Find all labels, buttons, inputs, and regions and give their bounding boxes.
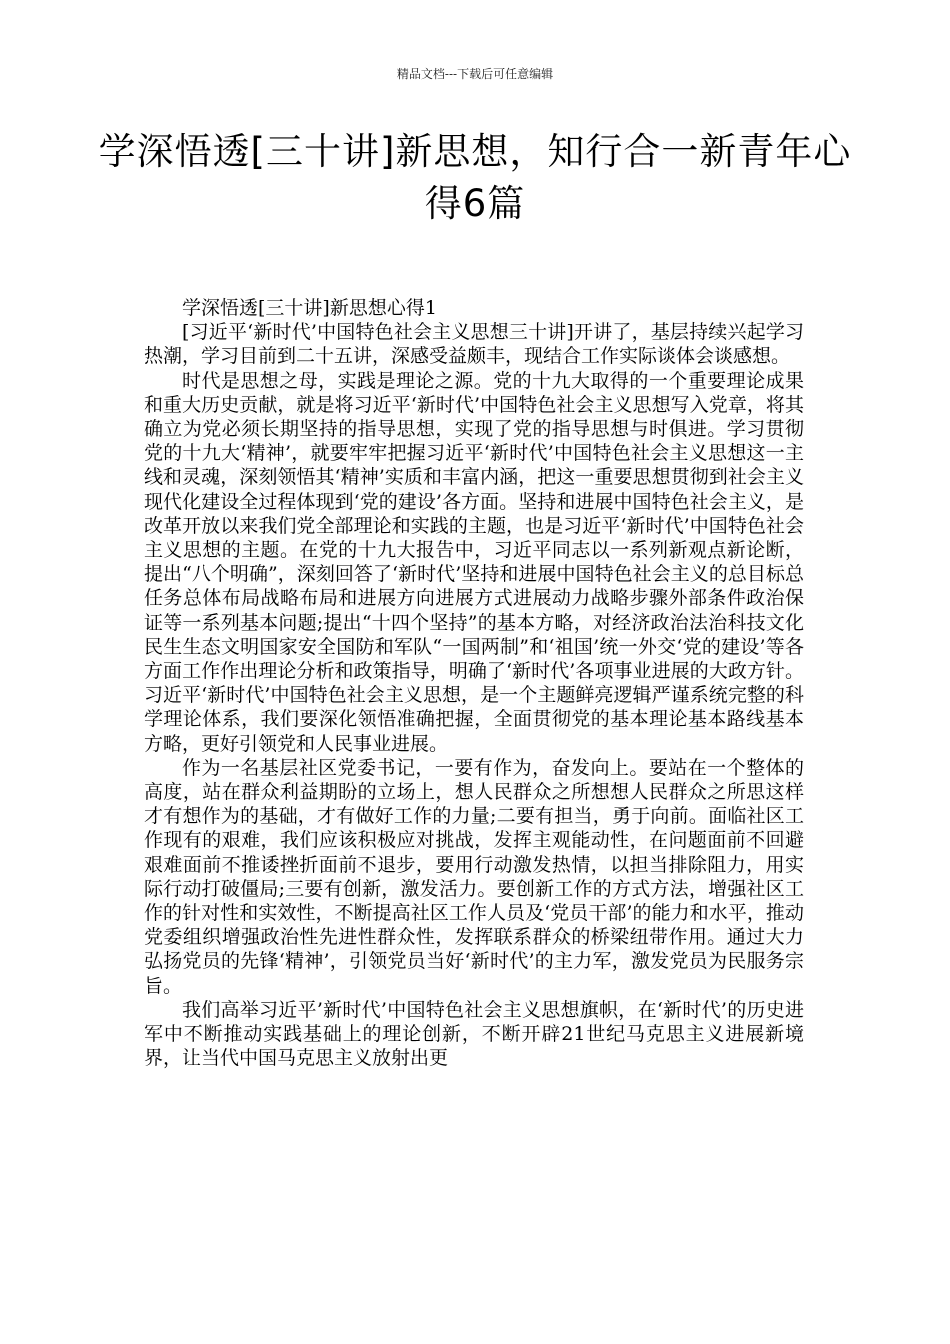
paragraph: 我们高举习近平’新时代’中国特色社会主义思想旗帜，在‘新时代’的历史进军中不断推动实践基础上的理论创新，不断开辟21世纪马克思主义进展新境界，让当代中国马克思主义放射出更: [144, 998, 804, 1070]
document-title: 学深悟透[三十讲]新思想，知行合一新青年心得6篇: [98, 130, 852, 225]
section-heading: 学深悟透[三十讲]新思想心得1: [182, 297, 437, 319]
paragraph: 作为一名基层社区党委书记，一要有作为，奋发向上。要站在一个整体的高度，站在群众利益期盼的立场上，想人民群众之所想想人民群众之所思这样才有想作为的基础，才有做好工作的力量;二要有担当，勇于向前。面临社区工作现有的艰难，我们应该积极应对挑战，发挥主观能动性，在问题面前不回避艰难面前不推诿挫折面前不退步，要用行动激发热情，以担当排除阻力，用实际行动打破僵局;三要有创新，激发活力。要创新工作的方式方法，增强社区工作的针对性和实效性，不断提高社区工作人员及‘党员干部’的能力和水平，推动党委组织增强政治性先进性群众性，发挥联系群众的桥梁纽带作用。通过大力弘扬党员的先锋‘精神’，引领党员当好‘新时代’的主力军，激发党员为民服务宗旨。: [144, 756, 804, 997]
page-header: 精品文档---下载后可任意编辑: [396, 67, 554, 81]
document-body: [144, 296, 804, 1071]
paragraph: 时代是思想之母，实践是理论之源。党的十九大取得的一个重要理论成果和重大历史贡献，就是将习近平‘新时代’中国特色社会主义思想写入党章，将其确立为党必须长期坚持的指导思想，实现了党的指导思想与时俱进。学习贯彻党的十九大‘精神’，就要牢牢把握习近平‘新时代’中国特色社会主义思想这一主线和灵魂，深刻领悟其‘精神’实质和丰富内涵，把这一重要思想贯彻到社会主义现代化建设全过程体现到‘党的建设’各方面。坚持和进展中国特色社会主义，是改革开放以来我们党全部理论和实践的主题，也是习近平‘新时代’中国特色社会主义思想的主题。在党的十九大报告中，习近平同志以一系列新观点新论断，提出“八个明确”，深刻回答了‘新时代’坚持和进展中国特色社会主义的总目标总任务总体布局战略布局和进展方向进展方式进展动力战略步骤外部条件政治保证等一系列基本问题;提出“十四个坚持”的基本方略，对经济政治法治科技文化民生生态文明国家安全国防和军队“一国两制”和‘祖国’统一外交‘党的建设’等各方面工作作出理论分析和政策指导，明确了‘新时代’各项事业进展的大政方针。习近平‘新时代’中国特色社会主义思想，是一个主题鲜亮逻辑严谨系统完整的科学理论体系，我们要深化领悟准确把握，全面贯彻党的基本理论基本路线基本方略，更好引领党和人民事业进展。: [144, 369, 804, 755]
paragraph: [习近平‘新时代’中国特色社会主义思想三十讲]开讲了，基层持续兴起学习热潮，学习目前到二十五讲，深感受益颇丰，现结合工作实际谈体会谈感想。: [144, 321, 804, 368]
